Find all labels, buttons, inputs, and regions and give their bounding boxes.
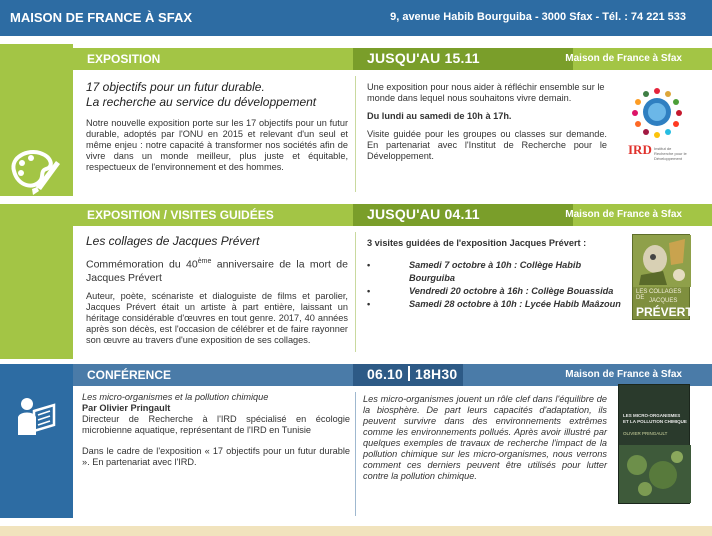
- event-header-conference: [73, 364, 712, 386]
- poster-line2: JACQUES: [649, 298, 678, 304]
- list-item: • Samedi 28 octobre à 10h : Lycée Habib Maâzoun: [367, 298, 627, 311]
- event-hours: Du lundi au samedi de 10h à 17h.: [367, 111, 512, 121]
- event-header-exposition: [73, 48, 712, 70]
- event-left-column: [86, 234, 348, 346]
- reader-icon: [14, 395, 60, 446]
- column-divider: [355, 392, 356, 516]
- cover-author: OLIVIER PRINGAULT: [623, 431, 668, 436]
- event-description: Notre nouvelle exposition porte sur les 17 objectifs pour un futur durable, adoptés par l'ONU en 2015 et relevant d'un seul et même enjeu : notre capacité à transformer nos sociétés afin de vivre dans un monde meilleur, plus juste et équitable, respectueux de l'environnement et des hommes.: [86, 118, 348, 172]
- poster-line3: PRÉVERT: [636, 305, 693, 319]
- list-item: • Samedi 7 octobre à 10h : Collège Habib Bourguiba: [367, 259, 627, 285]
- bottom-band: [0, 526, 712, 536]
- event-date: JUSQU'AU 15.11: [367, 50, 480, 66]
- ird-logo-text: IRD: [628, 142, 652, 157]
- event-label: EXPOSITION / VISITES GUIDÉES: [87, 208, 274, 222]
- cover-title: LES MICRO-ORGANISMES ET LA POLLUTION CHIMIQUE: [623, 413, 687, 424]
- speaker-bio: Directeur de Recherche à l'IRD spécialisé en écologie microbienne aquatique, représentant de l'IRD en Tunisie: [82, 414, 350, 435]
- side-strip-visites: [0, 204, 73, 359]
- event-date: 06.10 18H30: [367, 366, 458, 382]
- column-divider: [355, 232, 356, 352]
- event-details: Visite guidée pour les groupes ou classes sur demande. En partenariat avec l'Institut de Recherche pour le Développement.: [367, 129, 607, 161]
- visits-list: [367, 259, 627, 311]
- event-description: Auteur, poète, scénariste et dialoguiste de films et parolier, Jacques Prévert était un artiste à part entière, laissant un héritage considérable d'œuvres en tout genre. 2017, 40 années après son décès, est l'occasion de célébrer et de faire rayonner son œuvre au travers d'une exposition de ses collages.: [86, 290, 348, 345]
- prevert-poster: [632, 234, 693, 320]
- venue-address: 9, avenue Habib Bourguiba - 3000 Sfax - Tél. : 74 221 533: [390, 11, 686, 23]
- column-divider: [355, 76, 356, 192]
- event-date: JUSQU'AU 04.11: [367, 206, 480, 222]
- event-label: EXPOSITION: [87, 52, 161, 66]
- visits-title: 3 visites guidées de l'exposition Jacques Prévert :: [367, 238, 587, 248]
- list-item: • Vendredi 20 octobre à 16h : Collège Bouassida: [367, 285, 627, 298]
- event-right-column: [367, 82, 607, 162]
- event-title: Les micro-organismes et la pollution chimique: [82, 392, 269, 402]
- event-title: 17 objectifs pour un futur durable. La recherche au service du développement: [86, 80, 317, 109]
- event-speaker: Par Olivier Pringault: [82, 403, 171, 413]
- top-bar: [0, 0, 712, 36]
- event-header-visites: [73, 204, 712, 226]
- event-left-column: [86, 80, 348, 173]
- book-cover: [618, 384, 690, 504]
- event-commemoration: Commémoration du 40ème anniversaire de la mort de Jacques Prévert: [86, 258, 348, 284]
- event-abstract: Les micro-organismes jouent un rôle clef dans l'équilibre de la biosphère. De part leurs capacités d'adaptation, ils peuvent survivre dans des environnements extrêmes comme les environnements pollués. Après avoir illustré par quelques exemples de travaux de recherche l'impact de la pollution chimique sur les micro-organismes, nous verrons comment ces derniers peuvent être utilisés pour lutter contre la pollution chimique.: [363, 394, 607, 481]
- ird-logo: [624, 86, 690, 162]
- venue-title: MAISON DE FRANCE À SFAX: [10, 10, 193, 25]
- poster-line1: LES COLLAGES DE: [636, 289, 682, 301]
- event-right-column: [367, 238, 627, 311]
- event-location: Maison de France à Sfax: [565, 53, 682, 64]
- event-label: CONFÉRENCE: [87, 368, 172, 382]
- event-left-column: [82, 392, 350, 468]
- event-location: Maison de France à Sfax: [565, 369, 682, 380]
- event-intro: Une exposition pour nous aider à réfléchir ensemble sur le monde dans lequel nous souhaitons vivre demain.: [367, 82, 605, 103]
- event-context: Dans le cadre de l'exposition « 17 objectifs pour un futur durable ». En partenariat avec l'IRD.: [82, 446, 350, 467]
- event-location: Maison de France à Sfax: [565, 209, 682, 220]
- ird-logo-subtext: Institut de Recherche pour le Développement: [654, 146, 687, 161]
- palette-icon: [6, 145, 64, 202]
- event-title: Les collages de Jacques Prévert: [86, 234, 260, 248]
